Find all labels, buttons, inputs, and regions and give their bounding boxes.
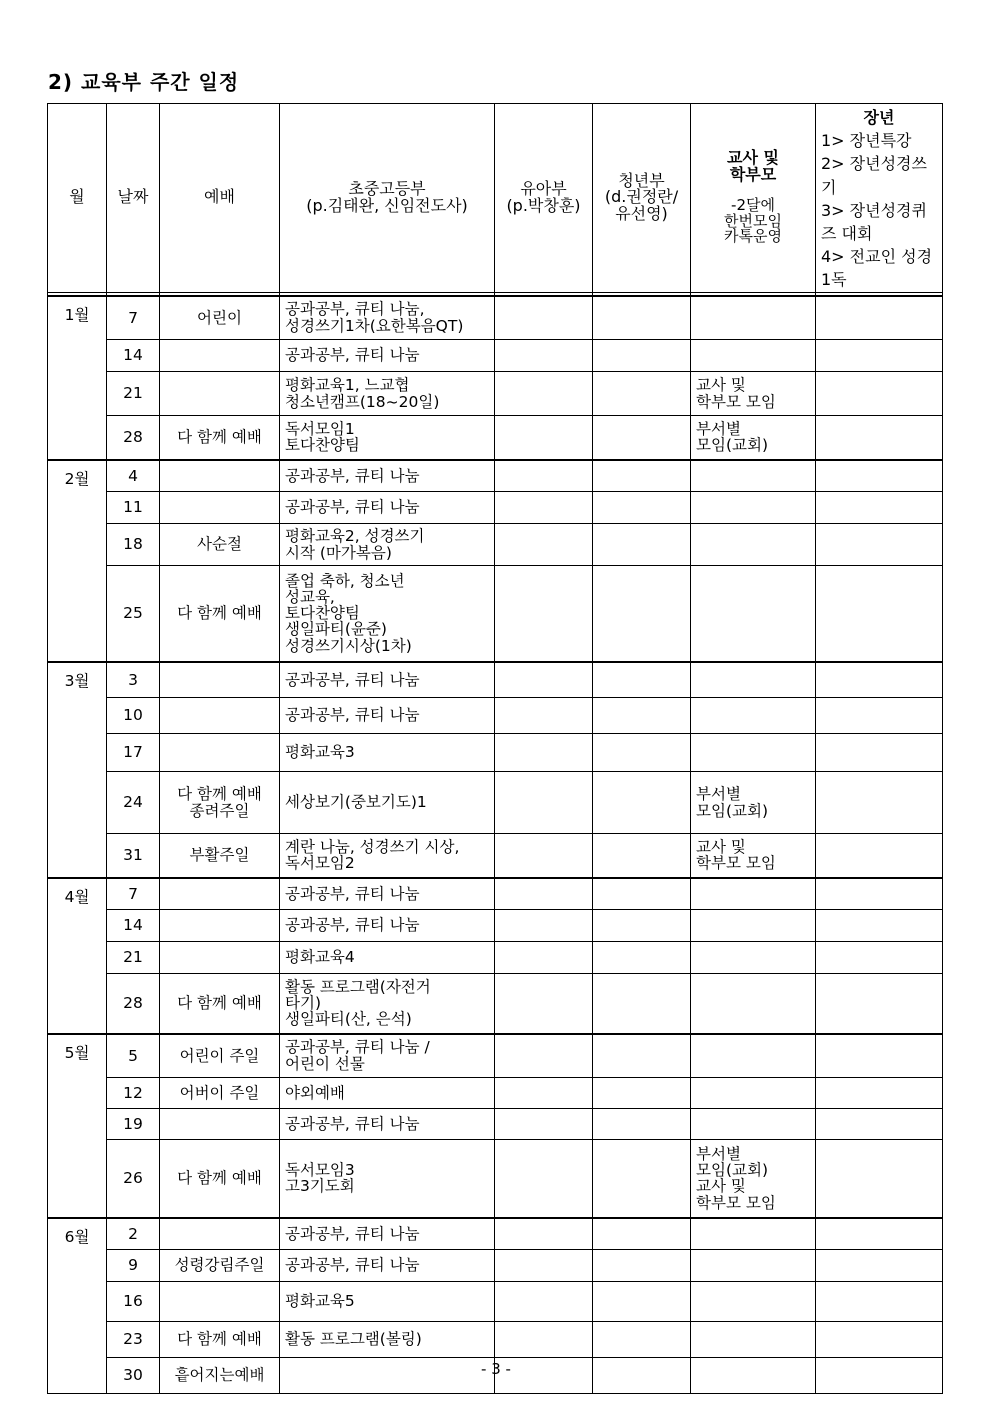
youth-cell xyxy=(593,492,691,524)
month-cell: 1월 xyxy=(48,296,107,460)
teacher-parent-cell xyxy=(691,1250,816,1282)
date-cell: 7 xyxy=(107,878,160,910)
youth-cell xyxy=(593,296,691,340)
table-row xyxy=(48,910,943,942)
teacher-parent-cell xyxy=(691,1322,816,1358)
schedule-body xyxy=(48,296,943,1394)
table-row xyxy=(48,1078,943,1109)
date-cell: 16 xyxy=(107,1282,160,1322)
kids-cell xyxy=(495,340,593,372)
teen-program-cell: 독서모임3 고3기도회 xyxy=(280,1140,495,1218)
worship-cell xyxy=(160,878,280,910)
youth-cell xyxy=(593,1034,691,1078)
date-cell: 18 xyxy=(107,524,160,566)
teacher-parent-cell xyxy=(691,296,816,340)
header-elder-list: 1> 장년특강 2> 장년성경쓰기 3> 장년성경퀴즈 대회 4> 전교인 성경 1독 xyxy=(821,131,933,290)
header-worship: 예배 xyxy=(160,104,280,293)
teacher-parent-cell xyxy=(691,524,816,566)
month-cell: 3월 xyxy=(48,662,107,878)
table-row xyxy=(48,524,943,566)
date-cell: 11 xyxy=(107,492,160,524)
teacher-parent-cell xyxy=(691,942,816,974)
kids-cell xyxy=(495,1078,593,1109)
youth-cell xyxy=(593,524,691,566)
kids-cell xyxy=(495,834,593,878)
kids-cell xyxy=(495,878,593,910)
kids-cell xyxy=(495,372,593,416)
worship-cell xyxy=(160,942,280,974)
month-cell: 6월 xyxy=(48,1218,107,1394)
table-row xyxy=(48,416,943,460)
date-cell: 7 xyxy=(107,296,160,340)
elder-cell xyxy=(816,1034,943,1078)
kids-cell xyxy=(495,734,593,772)
date-cell: 10 xyxy=(107,698,160,734)
youth-cell xyxy=(593,372,691,416)
header-teacher xyxy=(691,104,816,293)
worship-cell: 부활주일 xyxy=(160,834,280,878)
elder-cell xyxy=(816,834,943,878)
header-month: 월 xyxy=(48,104,107,293)
teacher-parent-cell xyxy=(691,340,816,372)
teen-program-cell: 졸업 축하, 청소년 성교육, 토다찬양팀 생일파티(윤준) 성경쓰기시상(1차) xyxy=(280,566,495,662)
table-row xyxy=(48,662,943,698)
kids-cell xyxy=(495,662,593,698)
teacher-parent-cell xyxy=(691,1218,816,1250)
elder-cell xyxy=(816,372,943,416)
date-cell: 3 xyxy=(107,662,160,698)
page-title: 2) 교육부 주간 일정 xyxy=(48,70,240,94)
date-cell: 4 xyxy=(107,460,160,492)
header-teacher-note: -2달에 한번모임 카톡운영 xyxy=(724,195,782,246)
worship-cell: 다 함께 예배 xyxy=(160,566,280,662)
worship-cell xyxy=(160,734,280,772)
header-youth: 청년부 (d.권정란/ 유선영) xyxy=(593,104,691,293)
youth-cell xyxy=(593,1140,691,1218)
kids-cell xyxy=(495,1034,593,1078)
table-row xyxy=(48,1282,943,1322)
teen-program-cell: 야외예배 xyxy=(280,1078,495,1109)
elder-cell xyxy=(816,416,943,460)
teacher-parent-cell xyxy=(691,662,816,698)
youth-cell xyxy=(593,1109,691,1140)
teacher-parent-cell: 부서별 모임(교회) 교사 및 학부모 모임 xyxy=(691,1140,816,1218)
elder-cell xyxy=(816,1109,943,1140)
date-cell: 12 xyxy=(107,1078,160,1109)
worship-cell xyxy=(160,1218,280,1250)
date-cell: 14 xyxy=(107,910,160,942)
table-row xyxy=(48,492,943,524)
teen-program-cell: 평화교육4 xyxy=(280,942,495,974)
youth-cell xyxy=(593,734,691,772)
teen-program-cell: 활동 프로그램(볼링) xyxy=(280,1322,495,1358)
teacher-parent-cell xyxy=(691,1078,816,1109)
date-cell: 14 xyxy=(107,340,160,372)
worship-cell: 어린이 주일 xyxy=(160,1034,280,1078)
teacher-parent-cell xyxy=(691,1034,816,1078)
date-cell: 19 xyxy=(107,1109,160,1140)
teen-program-cell: 평화교육2, 성경쓰기 시작 (마가복음) xyxy=(280,524,495,566)
worship-cell xyxy=(160,372,280,416)
header-kids: 유아부 (p.박창훈) xyxy=(495,104,593,293)
kids-cell xyxy=(495,566,593,662)
date-cell: 28 xyxy=(107,974,160,1034)
youth-cell xyxy=(593,834,691,878)
teen-program-cell: 공과공부, 큐티 나눔 xyxy=(280,1109,495,1140)
kids-cell xyxy=(495,1322,593,1358)
page-number: - 3 - xyxy=(481,1360,511,1378)
youth-cell xyxy=(593,1282,691,1322)
youth-cell xyxy=(593,1218,691,1250)
elder-cell xyxy=(816,942,943,974)
teen-program-cell: 공과공부, 큐티 나눔, 성경쓰기1차(요한복음QT) xyxy=(280,296,495,340)
teen-program-cell: 세상보기(중보기도)1 xyxy=(280,772,495,834)
worship-cell xyxy=(160,910,280,942)
date-cell: 30 xyxy=(107,1358,160,1394)
table-row xyxy=(48,942,943,974)
kids-cell xyxy=(495,1140,593,1218)
elder-cell xyxy=(816,1078,943,1109)
kids-cell xyxy=(495,416,593,460)
worship-cell xyxy=(160,1282,280,1322)
elder-cell xyxy=(816,1282,943,1322)
table-row xyxy=(48,834,943,878)
header-elder-title: 장년 xyxy=(863,108,895,127)
teen-program-cell: 평화교육3 xyxy=(280,734,495,772)
youth-cell xyxy=(593,340,691,372)
elder-cell xyxy=(816,1250,943,1282)
worship-cell: 다 함께 예배 종려주일 xyxy=(160,772,280,834)
elder-cell xyxy=(816,772,943,834)
teen-program-cell: 평화교육1, 느교협 청소년캠프(18~20일) xyxy=(280,372,495,416)
teacher-parent-cell xyxy=(691,460,816,492)
elder-cell xyxy=(816,566,943,662)
teacher-parent-cell: 부서별 모임(교회) xyxy=(691,772,816,834)
date-cell: 17 xyxy=(107,734,160,772)
table-row xyxy=(48,566,943,662)
date-cell: 9 xyxy=(107,1250,160,1282)
kids-cell xyxy=(495,492,593,524)
elder-cell xyxy=(816,734,943,772)
teen-program-cell: 공과공부, 큐티 나눔 xyxy=(280,698,495,734)
worship-cell xyxy=(160,1109,280,1140)
worship-cell: 다 함께 예배 xyxy=(160,1140,280,1218)
table-row xyxy=(48,772,943,834)
table-row xyxy=(48,1140,943,1218)
teen-program-cell: 공과공부, 큐티 나눔 xyxy=(280,878,495,910)
worship-cell: 흩어지는예배 xyxy=(160,1358,280,1394)
month-cell: 4월 xyxy=(48,878,107,1034)
worship-cell xyxy=(160,662,280,698)
table-row xyxy=(48,1322,943,1358)
youth-cell xyxy=(593,1078,691,1109)
teen-program-cell: 공과공부, 큐티 나눔 xyxy=(280,910,495,942)
table-row xyxy=(48,296,943,340)
teen-program-cell: 공과공부, 큐티 나눔 / 어린이 선물 xyxy=(280,1034,495,1078)
teacher-parent-cell xyxy=(691,878,816,910)
date-cell: 25 xyxy=(107,566,160,662)
youth-cell xyxy=(593,1250,691,1282)
kids-cell xyxy=(495,1218,593,1250)
worship-cell: 어버이 주일 xyxy=(160,1078,280,1109)
teacher-parent-cell xyxy=(691,698,816,734)
teacher-parent-cell xyxy=(691,1109,816,1140)
elder-cell xyxy=(816,1322,943,1358)
kids-cell xyxy=(495,1250,593,1282)
kids-cell xyxy=(495,698,593,734)
worship-cell xyxy=(160,492,280,524)
table-row xyxy=(48,878,943,910)
teacher-parent-cell xyxy=(691,734,816,772)
teacher-parent-cell xyxy=(691,910,816,942)
table-row xyxy=(48,698,943,734)
youth-cell xyxy=(593,772,691,834)
kids-cell xyxy=(495,1109,593,1140)
worship-cell: 사순절 xyxy=(160,524,280,566)
date-cell: 23 xyxy=(107,1322,160,1358)
kids-cell xyxy=(495,772,593,834)
month-cell: 2월 xyxy=(48,460,107,662)
teen-program-cell: 공과공부, 큐티 나눔 xyxy=(280,460,495,492)
kids-cell xyxy=(495,296,593,340)
worship-cell xyxy=(160,460,280,492)
worship-cell: 다 함께 예배 xyxy=(160,1322,280,1358)
worship-cell: 성령강림주일 xyxy=(160,1250,280,1282)
header-teacher-title: 교사 및 학부모 xyxy=(727,148,779,185)
teacher-parent-cell: 교사 및 학부모 모임 xyxy=(691,834,816,878)
teen-program-cell: 공과공부, 큐티 나눔 xyxy=(280,492,495,524)
teacher-parent-cell: 교사 및 학부모 모임 xyxy=(691,372,816,416)
youth-cell xyxy=(593,416,691,460)
elder-cell xyxy=(816,878,943,910)
kids-cell xyxy=(495,524,593,566)
elder-cell xyxy=(816,662,943,698)
worship-cell: 어린이 xyxy=(160,296,280,340)
teacher-parent-cell xyxy=(691,1282,816,1322)
youth-cell xyxy=(593,566,691,662)
date-cell: 21 xyxy=(107,372,160,416)
date-cell: 24 xyxy=(107,772,160,834)
youth-cell xyxy=(593,878,691,910)
elder-cell xyxy=(816,460,943,492)
youth-cell xyxy=(593,460,691,492)
youth-cell xyxy=(593,698,691,734)
teacher-parent-cell xyxy=(691,492,816,524)
date-cell: 31 xyxy=(107,834,160,878)
table-row xyxy=(48,460,943,492)
header-row xyxy=(48,104,943,293)
table-row xyxy=(48,340,943,372)
teacher-parent-cell: 부서별 모임(교회) xyxy=(691,416,816,460)
header-teen: 초중고등부 (p.김태완, 신임전도사) xyxy=(280,104,495,293)
month-cell: 5월 xyxy=(48,1034,107,1218)
worship-cell xyxy=(160,340,280,372)
date-cell: 5 xyxy=(107,1034,160,1078)
table-row xyxy=(48,1218,943,1250)
date-cell: 21 xyxy=(107,942,160,974)
table-row xyxy=(48,1250,943,1282)
worship-cell: 다 함께 예배 xyxy=(160,974,280,1034)
kids-cell xyxy=(495,1282,593,1322)
date-cell: 28 xyxy=(107,416,160,460)
teen-program-cell: 공과공부, 큐티 나눔 xyxy=(280,1218,495,1250)
teacher-parent-cell xyxy=(691,566,816,662)
youth-cell xyxy=(593,910,691,942)
youth-cell xyxy=(593,942,691,974)
kids-cell xyxy=(495,942,593,974)
weekly-schedule-table xyxy=(47,103,943,1394)
worship-cell xyxy=(160,698,280,734)
elder-cell xyxy=(816,296,943,340)
worship-cell: 다 함께 예배 xyxy=(160,416,280,460)
date-cell: 2 xyxy=(107,1218,160,1250)
teen-program-cell: 독서모임1 토다찬양팀 xyxy=(280,416,495,460)
elder-cell xyxy=(816,492,943,524)
header-date: 날짜 xyxy=(107,104,160,293)
kids-cell xyxy=(495,974,593,1034)
teacher-parent-cell xyxy=(691,974,816,1034)
elder-cell xyxy=(816,1218,943,1250)
teen-program-cell: 공과공부, 큐티 나눔 xyxy=(280,662,495,698)
table-row xyxy=(48,734,943,772)
header-elder xyxy=(816,104,943,293)
elder-cell xyxy=(816,698,943,734)
date-cell: 26 xyxy=(107,1140,160,1218)
teen-program-cell: 공과공부, 큐티 나눔 xyxy=(280,1250,495,1282)
elder-cell xyxy=(816,340,943,372)
elder-cell xyxy=(816,910,943,942)
teen-program-cell: 계란 나눔, 성경쓰기 시상, 독서모임2 xyxy=(280,834,495,878)
kids-cell xyxy=(495,910,593,942)
elder-cell xyxy=(816,1140,943,1218)
kids-cell xyxy=(495,460,593,492)
table-row xyxy=(48,372,943,416)
youth-cell xyxy=(593,662,691,698)
teen-program-cell: 평화교육5 xyxy=(280,1282,495,1322)
youth-cell xyxy=(593,974,691,1034)
table-row xyxy=(48,1109,943,1140)
teen-program-cell: 활동 프로그램(자전거 타기) 생일파티(산, 은석) xyxy=(280,974,495,1034)
table-row xyxy=(48,974,943,1034)
youth-cell xyxy=(593,1322,691,1358)
elder-cell xyxy=(816,974,943,1034)
teen-program-cell: 공과공부, 큐티 나눔 xyxy=(280,340,495,372)
table-row xyxy=(48,1034,943,1078)
elder-cell xyxy=(816,524,943,566)
